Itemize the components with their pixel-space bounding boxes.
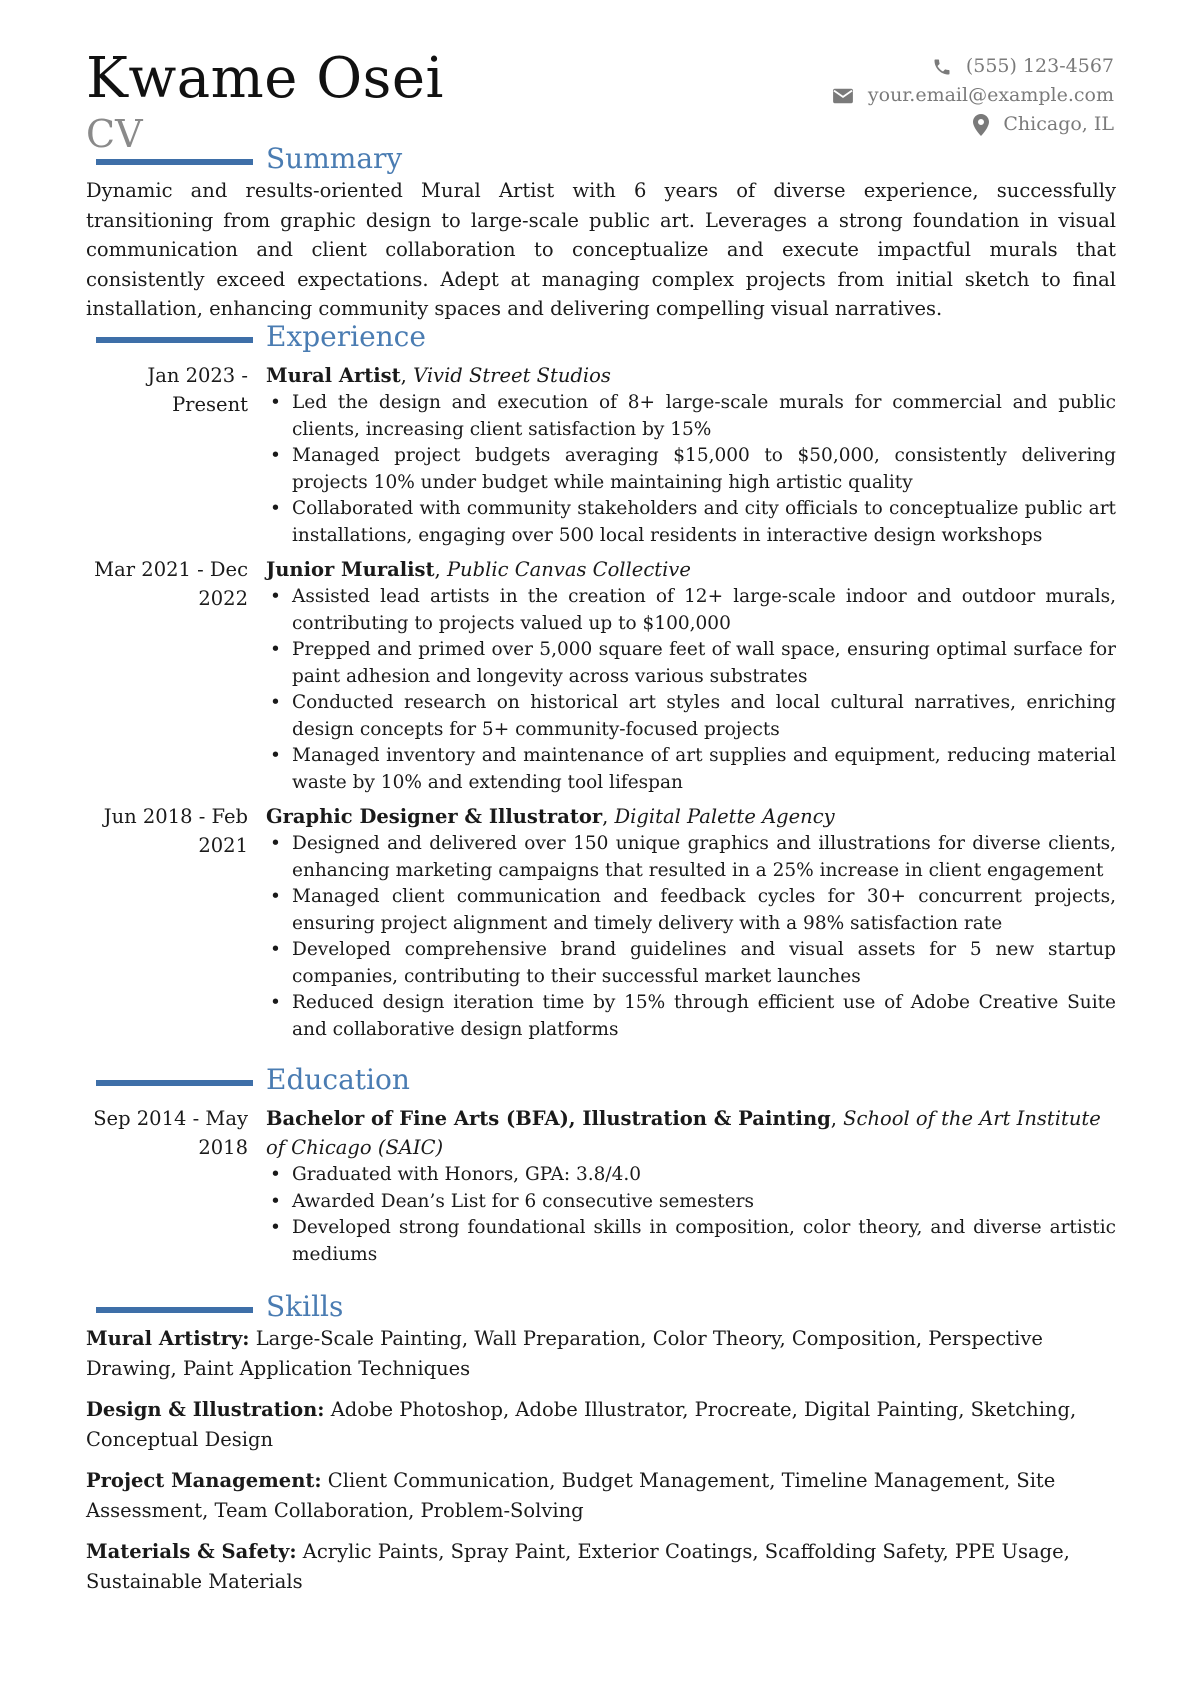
entry-role: Graphic Designer & Illustrator bbox=[266, 805, 603, 828]
contact-location bbox=[832, 110, 1114, 139]
skills-section bbox=[86, 1290, 1116, 1608]
entry-organization: Vivid Street Studios bbox=[413, 364, 611, 387]
section-rule bbox=[96, 1307, 253, 1313]
phone-number[interactable]: (555) 123-4567 bbox=[965, 55, 1114, 77]
entry-role: Junior Muralist bbox=[266, 558, 435, 581]
section-rule bbox=[96, 159, 253, 165]
skill-label: Materials & Safety: bbox=[86, 1540, 297, 1563]
list-item: • Developed comprehensive brand guidelines and visual assets for 5 new startup companies, contributing to their successful market launches bbox=[266, 937, 1116, 990]
education-entry bbox=[86, 1104, 1116, 1268]
summary-text: Dynamic and results-oriented Mural Artist with 6 years of diverse experience, successfully transitioning from graphic design to large-scale public art. Leverages a strong foundation in visual communication and client collaboration to conceptualize and execute impactful murals that consistently exceed expectations. Adept at managing complex projects from initial sketch to final installation, enhancing community spaces and delivering compelling visual narratives. bbox=[86, 179, 1116, 320]
section-title: Experience bbox=[266, 320, 426, 353]
skill-items: Acrylic Paints, Spray Paint, Exterior Coatings, Scaffolding Safety, PPE Usage, Sustainable Materials bbox=[86, 1540, 1070, 1593]
list-item: • Assisted lead artists in the creation of 12+ large-scale indoor and outdoor murals, contributing to projects valued up to $100,000 bbox=[266, 584, 1116, 637]
person-name: Kwame Osei bbox=[86, 46, 444, 111]
skill-items: Adobe Photoshop, Adobe Illustrator, Procreate, Digital Painting, Sketching, Conceptual Design bbox=[86, 1398, 1077, 1451]
experience-section bbox=[86, 320, 1116, 1043]
entry-role: Mural Artist bbox=[266, 364, 401, 387]
list-item: • Awarded Dean’s List for 6 consecutive semesters bbox=[266, 1189, 1116, 1216]
entry-bullets bbox=[266, 1162, 1116, 1268]
section-header bbox=[86, 1290, 1116, 1324]
skill-items: Large-Scale Painting, Wall Preparation, Color Theory, Composition, Perspective Drawing, Paint Application Techniques bbox=[86, 1327, 1043, 1380]
list-item: • Managed project budgets averaging $15,000 to $50,000, consistently delivering projects 10% under budget while maintaining high artistic quality bbox=[266, 443, 1116, 496]
entry-date: Sep 2014 - May 2018 bbox=[93, 1107, 248, 1159]
list-item: • Conducted research on historical art styles and local cultural narratives, enriching design concepts for 5+ community-focused projects bbox=[266, 690, 1116, 743]
list-item: • Managed client communication and feedback cycles for 30+ concurrent projects, ensuring project alignment and timely delivery with a 98% satisfaction rate bbox=[266, 884, 1116, 937]
list-item: • Prepped and primed over 5,000 square feet of wall space, ensuring optimal surface for paint adhesion and longevity across various substrates bbox=[266, 637, 1116, 690]
entry-bullets bbox=[266, 390, 1116, 549]
envelope-icon bbox=[832, 87, 854, 105]
section-header bbox=[86, 1063, 1116, 1097]
document-subtitle: CV bbox=[86, 112, 143, 156]
entry-title: Graphic Designer & Illustrator, Digital Palette Agency bbox=[266, 805, 835, 828]
entry-organization: Public Canvas Collective bbox=[446, 558, 691, 581]
list-item: • Graduated with Honors, GPA: 3.8/4.0 bbox=[266, 1162, 1116, 1189]
contact-email bbox=[832, 81, 1114, 110]
skill-label: Mural Artistry: bbox=[86, 1327, 250, 1350]
entry-degree: Bachelor of Fine Arts (BFA), Illustration & Painting bbox=[266, 1107, 831, 1130]
experience-entry bbox=[86, 555, 1116, 796]
skill-group bbox=[86, 1324, 1116, 1383]
entry-title: Bachelor of Fine Arts (BFA), Illustration & Painting, School of the Art Institute of Chicago (SAIC) bbox=[266, 1107, 1101, 1159]
list-item: • Designed and delivered over 150 unique graphics and illustrations for diverse clients, enhancing marketing campaigns that resulted in a 25% increase in client engagement bbox=[266, 831, 1116, 884]
entry-title: Junior Muralist, Public Canvas Collective bbox=[266, 558, 691, 581]
section-header bbox=[86, 320, 1116, 354]
education-section bbox=[86, 1063, 1116, 1268]
contact-block bbox=[832, 52, 1114, 139]
email-address[interactable]: your.email@example.com bbox=[867, 84, 1114, 106]
entry-institution: School of the Art Institute of Chicago (SAIC) bbox=[266, 1107, 1101, 1159]
entry-organization: Digital Palette Agency bbox=[614, 805, 835, 828]
list-item: • Reduced design iteration time by 15% through efficient use of Adobe Creative Suite and collaborative design platforms bbox=[266, 990, 1116, 1043]
map-pin-icon bbox=[973, 114, 989, 136]
experience-entry bbox=[86, 802, 1116, 1043]
list-item: • Developed strong foundational skills in composition, color theory, and diverse artistic mediums bbox=[266, 1215, 1116, 1268]
section-title: Education bbox=[266, 1063, 410, 1096]
section-title: Skills bbox=[266, 1290, 344, 1323]
list-item: • Led the design and execution of 8+ large-scale murals for commercial and public clients, increasing client satisfaction by 15% bbox=[266, 390, 1116, 443]
entry-date: Jan 2023 - Present bbox=[147, 364, 248, 416]
location-text: Chicago, IL bbox=[1003, 113, 1114, 135]
entry-date: Jun 2018 - Feb 2021 bbox=[103, 805, 248, 857]
skill-label: Design & Illustration: bbox=[86, 1398, 325, 1421]
section-rule bbox=[96, 337, 253, 343]
entry-bullets bbox=[266, 831, 1116, 1043]
section-rule bbox=[96, 1080, 253, 1086]
skill-label: Project Management: bbox=[86, 1469, 322, 1492]
phone-icon bbox=[932, 57, 952, 77]
summary-section bbox=[86, 142, 1116, 324]
skill-items: Client Communication, Budget Management, Timeline Management, Site Assessment, Team Collaboration, Problem-Solving bbox=[86, 1469, 1056, 1522]
list-item: • Collaborated with community stakeholders and city officials to conceptualize public art installations, engaging over 500 local residents in interactive design workshops bbox=[266, 496, 1116, 549]
section-header bbox=[86, 142, 1116, 176]
entry-bullets bbox=[266, 584, 1116, 796]
skill-group bbox=[86, 1395, 1116, 1454]
skill-group bbox=[86, 1466, 1116, 1525]
entry-title: Mural Artist, Vivid Street Studios bbox=[266, 364, 611, 387]
skill-group bbox=[86, 1537, 1116, 1596]
experience-entry bbox=[86, 361, 1116, 549]
list-item: • Managed inventory and maintenance of art supplies and equipment, reducing material waste by 10% and extending tool lifespan bbox=[266, 743, 1116, 796]
entry-date: Mar 2021 - Dec 2022 bbox=[94, 558, 248, 610]
contact-phone bbox=[832, 52, 1114, 81]
section-title: Summary bbox=[266, 142, 403, 175]
